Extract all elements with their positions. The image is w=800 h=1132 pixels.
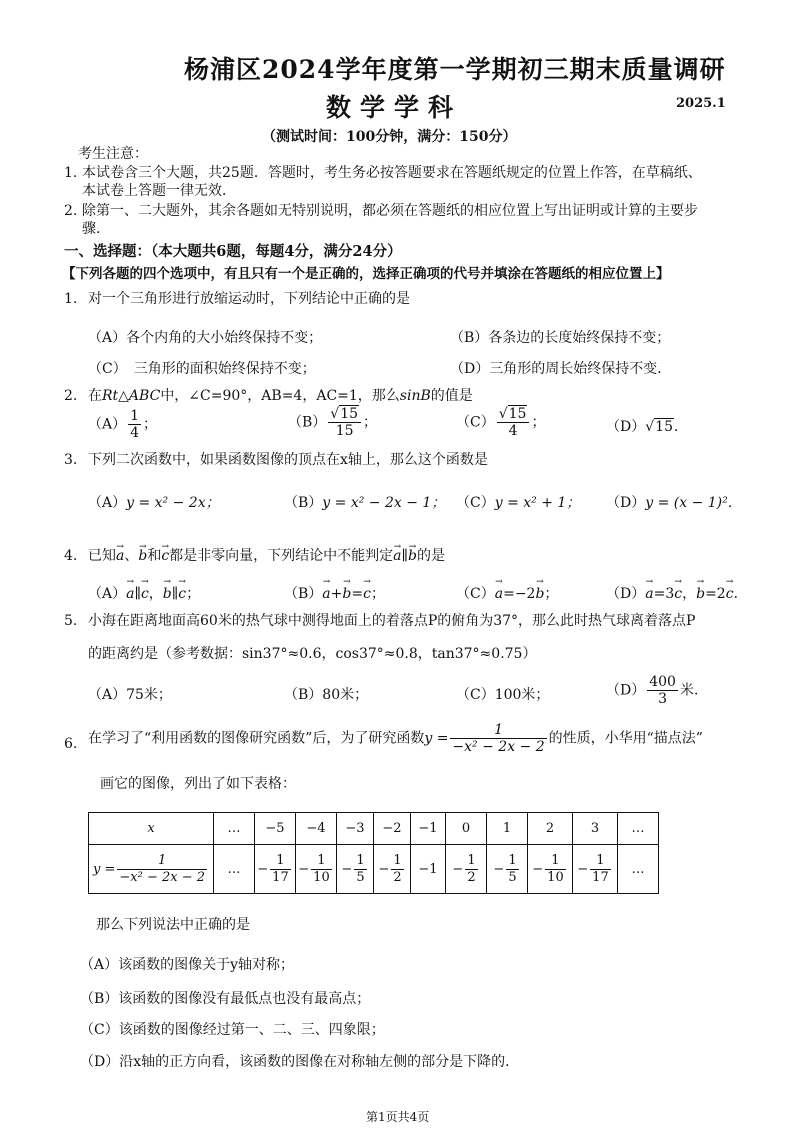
q5-option-c: （C）100米； [456,687,550,703]
table-cell: − $\frac{1}{2}$ [374,845,411,894]
table-cell: … [214,845,255,894]
q6-after: 那么下列说法中正确的是 [96,917,250,933]
table-cell: … [618,813,659,845]
q2-option-a: （A） $\frac{1}{4}$ ； [88,408,158,441]
notice-item1-line2: 本试卷上答题一律无效． [82,183,236,199]
table-cell: − $\frac{1}{5}$ [337,845,374,894]
table-cell: 3 [573,813,618,845]
q5-line2: 的距离约是（参考数据：sin37°≈0.6，cos37°≈0.8，tan37°≈0.75） [88,646,537,662]
exam-title: 杨浦区2024学年度第一学期初三期末质量调研 [184,55,726,84]
q2-num: 2. [64,388,78,404]
table-cell: − $\frac{1}{10}$ [528,845,573,894]
q5-num: 5. [64,613,78,629]
q2-option-b: （B） $\frac{√15}{15}$ ； [288,406,378,439]
table-cell: −5 [255,813,296,845]
q1-option-d: （D）三角形的周长始终保持不变． [450,361,672,377]
table-cell: − $\frac{1}{2}$ [446,845,487,894]
table-cell: − $\frac{1}{17}$ [255,845,296,894]
table-cell: 2 [528,813,573,845]
table-cell: − $\frac{1}{10}$ [296,845,337,894]
table-cell: −1 [411,813,446,845]
table-x-label: x [89,813,214,845]
table-cell: 0 [446,813,487,845]
table-cell: − $\frac{1}{5}$ [487,845,528,894]
q3-option-a: （A）y = x² − 2x； [88,495,220,511]
page-number: 第1页共4页 [366,1110,430,1124]
q4-option-b: （B）→ a+→ b=→ c； [284,583,385,603]
q6-option-a: （A）该函数的图像关于y轴对称； [80,957,295,973]
notice-item1-num: 1. [64,165,78,181]
notice-item2-line1: 除第一、二大题外，其余各题如无特别说明，都必须在答题纸的相应位置上写出证明或计算的主要步 [82,203,698,219]
table-row-x [89,813,659,845]
exam-subject: 数学学科 [326,93,463,122]
q6-line2: 画它的图像，列出了如下表格： [100,776,296,792]
q2-stem: 在Rt△ABC中，∠C=90°，AB=4，AC=1，那么sinB的值是 [88,388,473,404]
q1-stem: 对一个三角形进行放缩运动时，下列结论中正确的是 [88,291,410,307]
q3-option-d: （D）y = (x − 1)²． [606,495,742,511]
q3-option-c: （C）y = x² + 1； [456,495,581,511]
q3-option-b: （B）y = x² − 2x − 1； [284,495,446,511]
notice-item2-num: 2. [64,203,78,219]
exam-info: （测试时间：100分钟，满分：150分） [262,129,517,145]
q2-option-d: （D）√15． [606,419,688,435]
table-cell: −4 [296,813,337,845]
value-table [88,812,659,894]
q1-option-b: （B）各条边的长度始终保持不变； [450,330,671,346]
q1-option-a: （A）各个内角的大小始终保持不变； [88,330,323,346]
exam-date: 2025.1 [676,96,726,111]
q5-option-d: （D） $\frac{400}{3}$ 米． [606,674,708,707]
notice-heading: 考生注意： [78,146,148,162]
q3-stem: 下列二次函数中，如果函数图像的顶点在x轴上，那么这个函数是 [88,452,488,468]
q5-option-a: （A）75米； [88,687,172,703]
table-cell: … [214,813,255,845]
table-cell: −3 [337,813,374,845]
q1-num: 1. [64,291,78,307]
section1-instruction: 【下列各题的四个选项中，有且只有一个是正确的，选择正确项的代号并填涂在答题纸的相应位置上】 [62,266,670,282]
q4-stem: 已知→ a、→ b和→ c都是非零向量，下列结论中不能判定→ a∥→ b的是 [88,548,445,565]
section1-heading: 一、选择题：（本大题共6题，每题4分，满分24分） [64,243,402,260]
table-cell: 1 [487,813,528,845]
table-cell: −2 [374,813,411,845]
q6-option-c: （C）该函数的图像经过第一、二、三、四象限； [80,1022,385,1038]
table-cell: − $\frac{1}{17}$ [573,845,618,894]
q1-option-c: （C） 三角形的面积始终保持不变； [88,361,316,377]
q6-stem: 在学习了“利用函数的图像研究函数”后，为了研究函数y = $\frac{1}{\text{−x² − 2x − 2}}$ 的性质，小华用“描点法” [88,722,703,755]
q3-num: 3. [64,452,78,468]
q6-option-b: （B）该函数的图像没有最低点也没有最高点； [80,991,371,1007]
table-cell: −1 [411,845,446,894]
notice-item1-line1: 本试卷含三个大题，共25题．答题时，考生务必按答题要求在答题纸规定的位置上作答，在草稿纸、 [82,165,702,181]
notice-item2-line2: 骤． [82,221,110,237]
q5-line1: 小海在距离地面高60米的热气球中测得地面上的着落点P的俯角为37°，那么此时热气球离着落点P [88,613,696,629]
q4-num: 4. [64,548,78,564]
q6-num: 6. [64,736,78,752]
table-y-label: y = $\frac{1}{\text{−x² − 2x − 2}}$ [89,845,214,894]
table-cell: … [618,845,659,894]
q2-option-c: （C） $\frac{√15}{4}$ ； [456,406,546,439]
table-row-y [89,845,659,894]
q4-option-d: （D）→ a=3→ c，→ b=2→ c． [606,583,748,603]
q5-option-b: （B）80米； [284,687,369,703]
q4-option-a: （A）→ a∥→ c，→ b∥→ c； [88,583,200,603]
q4-option-c: （C）→ a=−2→ b； [456,583,558,603]
q6-option-d: （D）沿x轴的正方向看，该函数的图像在对称轴左侧的部分是下降的． [80,1054,520,1070]
